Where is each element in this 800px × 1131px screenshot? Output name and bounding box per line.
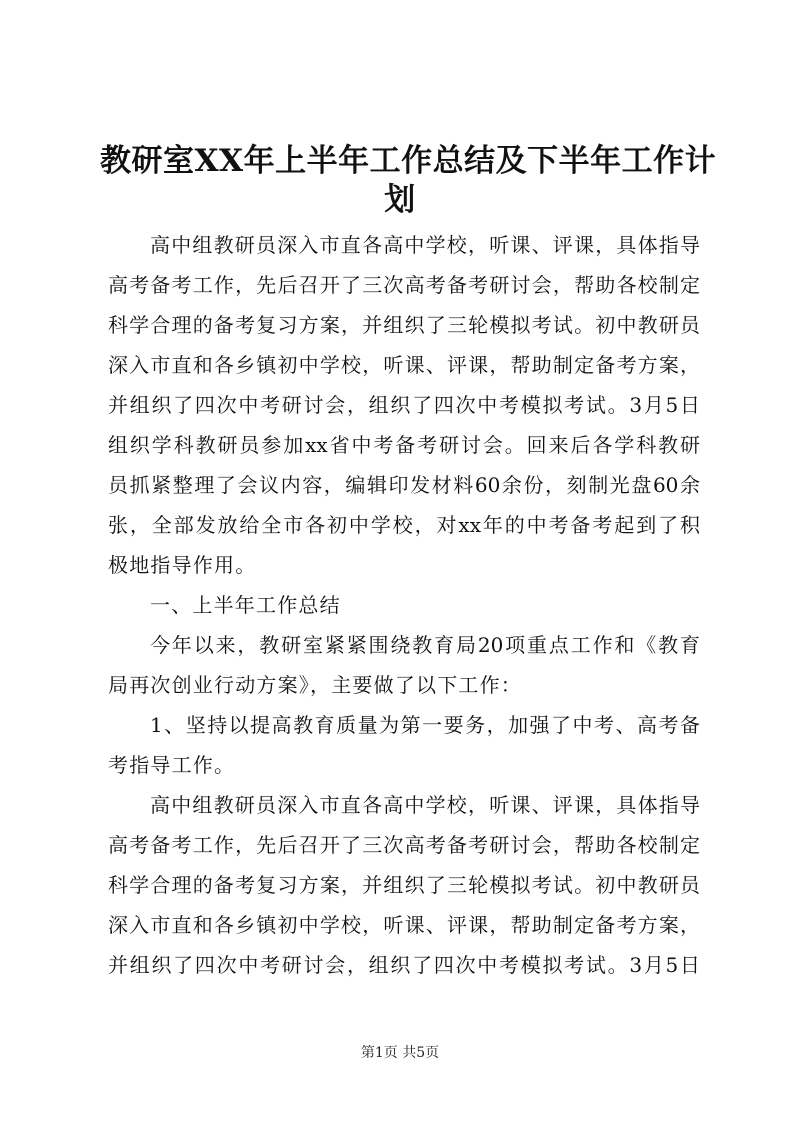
- paragraph-line: 组织学科教研员参加xx省中考备考研讨会。回来后各学科教研: [108, 433, 700, 457]
- paragraph-line: 员抓紧整理了会议内容，编辑印发材料60余份，刻制光盘60余: [108, 473, 700, 497]
- section-heading: 一、上半年工作总结: [150, 593, 341, 617]
- paragraph-line: 考指导工作。: [108, 753, 236, 777]
- paragraph-line: 高中组教研员深入市直各高中学校，听课、评课，具体指导: [150, 233, 700, 257]
- paragraph-line: 高中组教研员深入市直各高中学校，听课、评课，具体指导: [150, 793, 700, 817]
- paragraph-line: 并组织了四次中考研讨会，组织了四次中考模拟考试。3月5日: [108, 953, 700, 977]
- paragraph-line: 深入市直和各乡镇初中学校，听课、评课，帮助制定备考方案，: [108, 353, 700, 377]
- paragraph-line: 高考备考工作，先后召开了三次高考备考研讨会，帮助各校制定: [108, 833, 700, 857]
- document-title-line-2: 划: [384, 182, 416, 218]
- document-title-line-1: 教研室XX年上半年工作总结及下半年工作计: [100, 143, 717, 179]
- paragraph-line: 局再次创业行动方案》，主要做了以下工作：: [108, 673, 522, 697]
- paragraph-line: 深入市直和各乡镇初中学校，听课、评课，帮助制定备考方案，: [108, 913, 700, 937]
- paragraph-line: 1、坚持以提高教育质量为第一要务，加强了中考、高考备: [150, 713, 700, 737]
- paragraph-line: 高考备考工作，先后召开了三次高考备考研讨会，帮助各校制定: [108, 273, 700, 297]
- paragraph-line: 张，全部发放给全市各初中学校，对xx年的中考备考起到了积: [108, 513, 700, 537]
- paragraph-line: 科学合理的备考复习方案，并组织了三轮模拟考试。初中教研员: [108, 313, 700, 337]
- paragraph-line: 极地指导作用。: [108, 553, 257, 577]
- paragraph-line: 科学合理的备考复习方案，并组织了三轮模拟考试。初中教研员: [108, 873, 700, 897]
- paragraph-line: 今年以来，教研室紧紧围绕教育局20项重点工作和《教育: [150, 633, 700, 657]
- paragraph-line: 并组织了四次中考研讨会，组织了四次中考模拟考试。3月5日: [108, 393, 700, 417]
- page-number-footer: 第1页 共5页: [360, 1045, 440, 1061]
